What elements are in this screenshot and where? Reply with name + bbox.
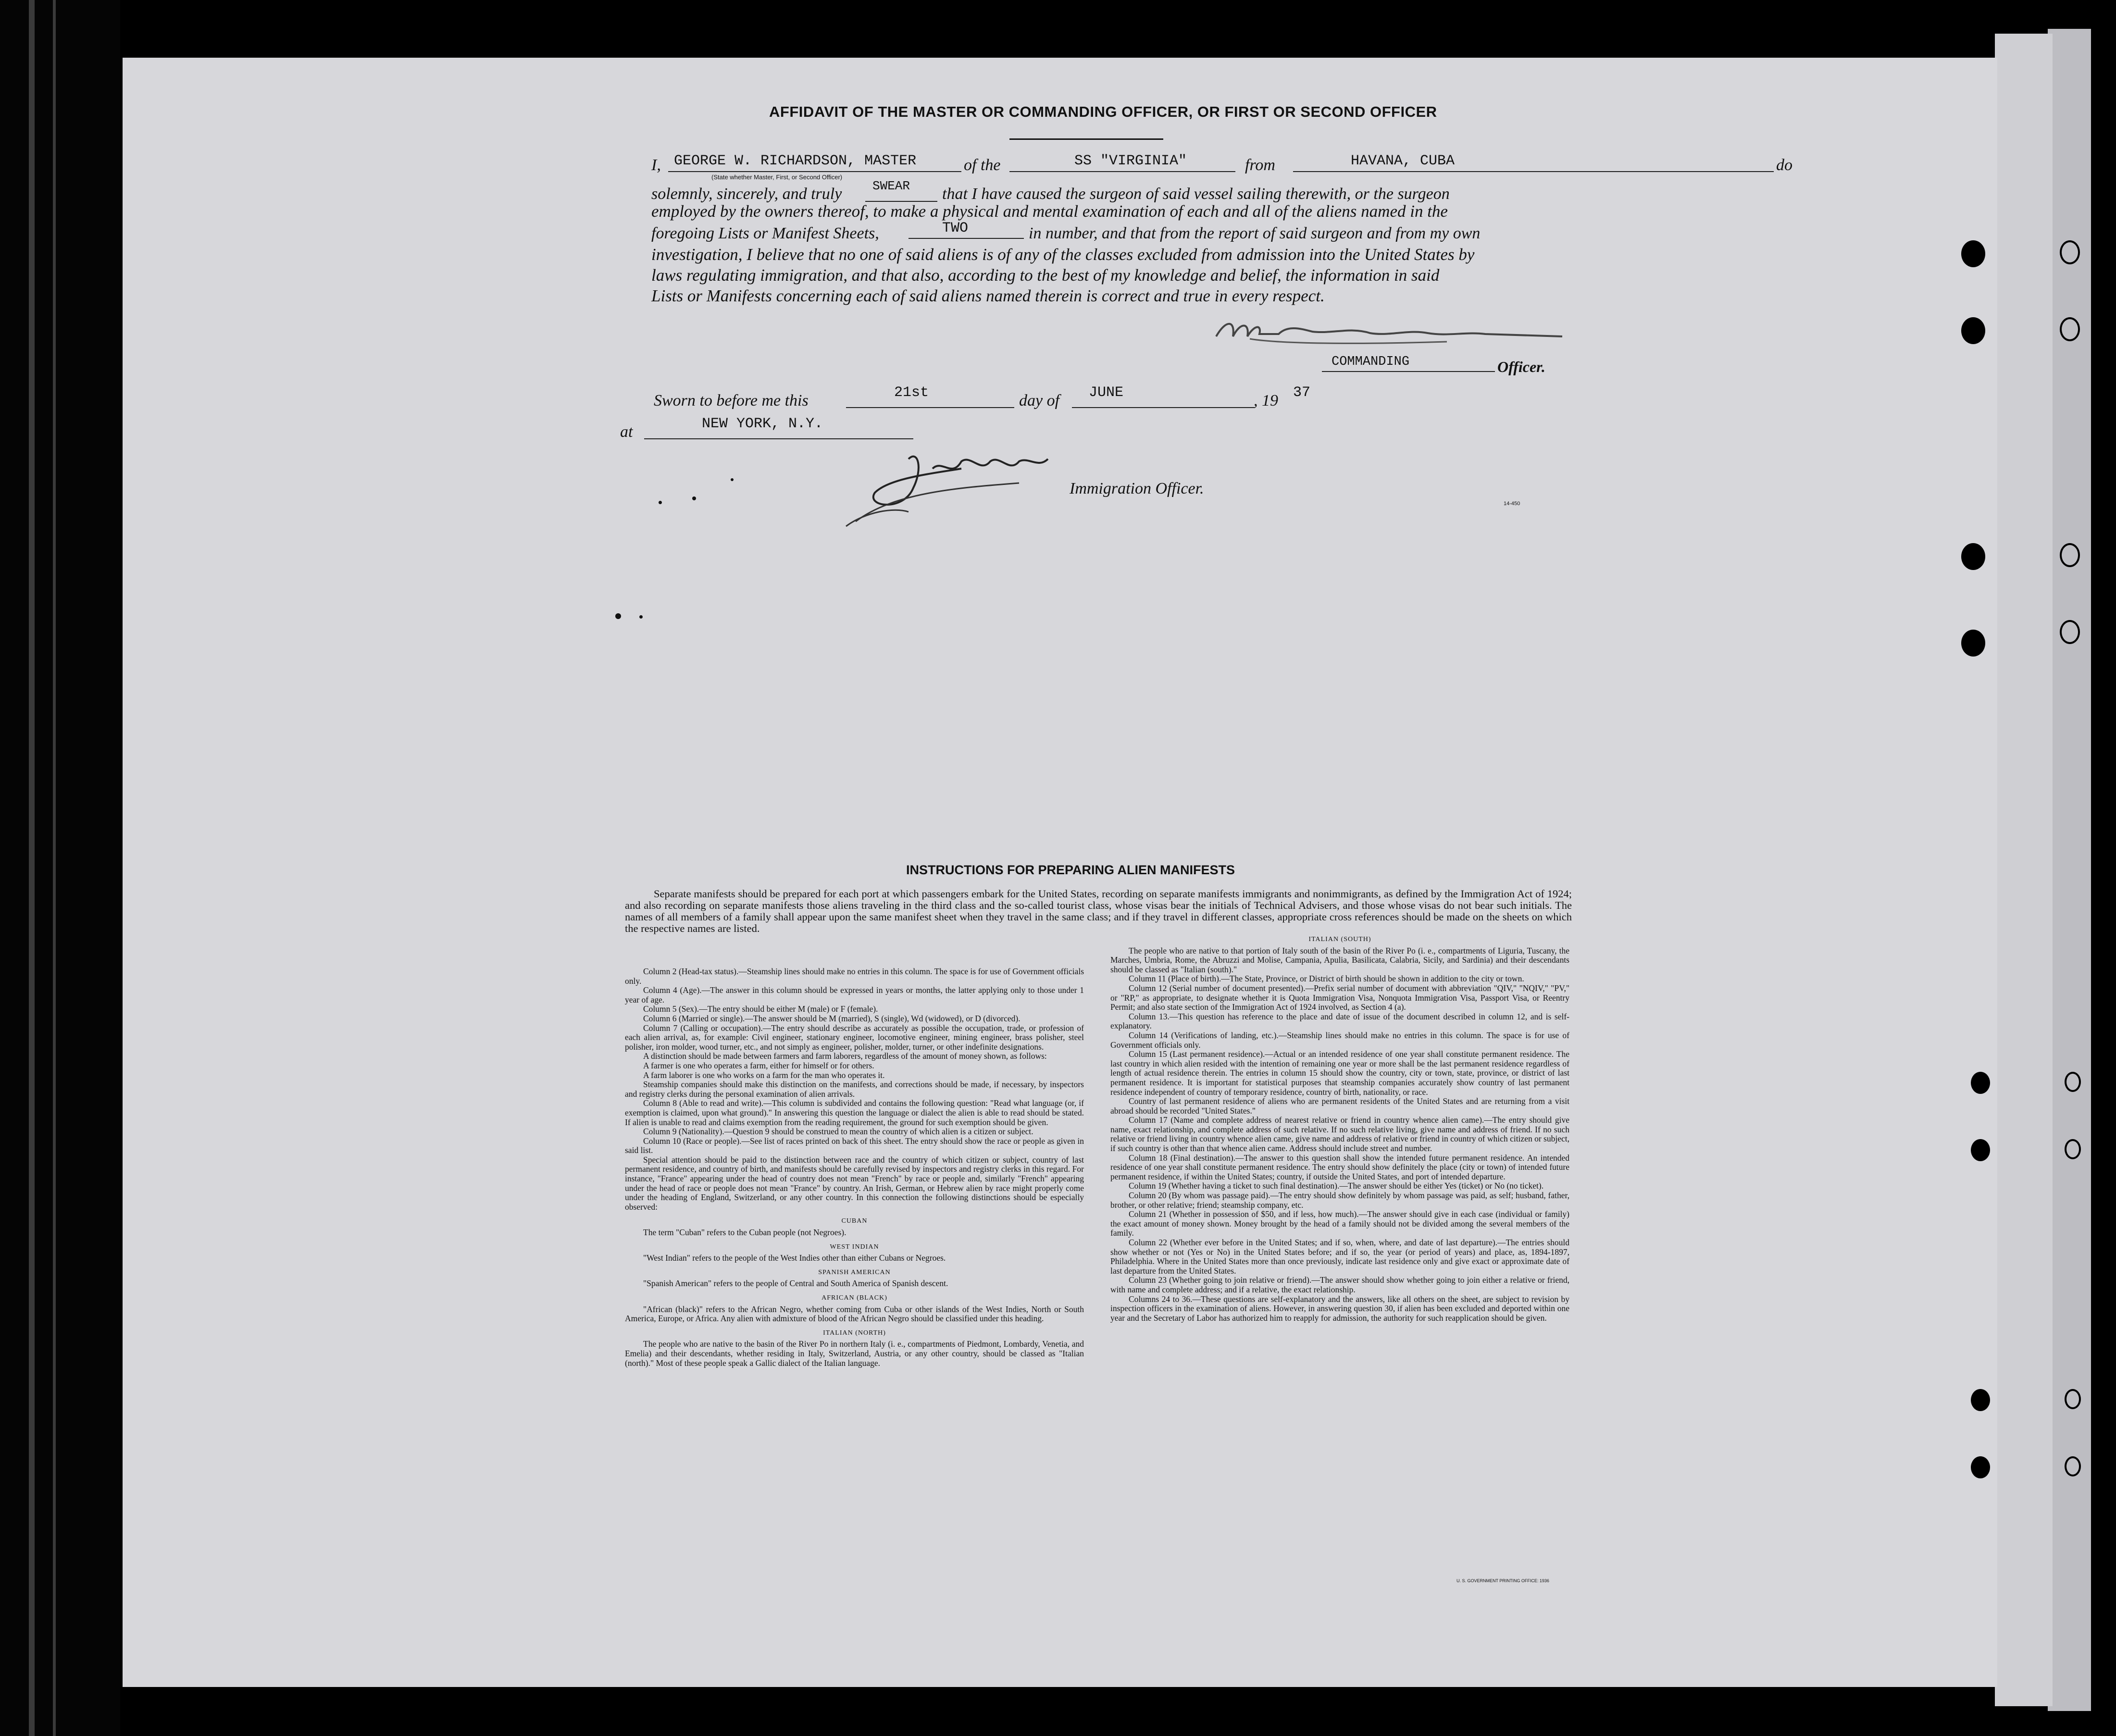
cuban-heading: CUBAN <box>841 1217 868 1225</box>
instruction-paragraph: Steamship companies should make this distinction on the manifests, and corrections should be made, if necessary, by inspectors and registry clerks during the personal examination of alien arrivals. <box>625 1079 1084 1099</box>
scan-stripe <box>53 0 56 1736</box>
african-heading: AFRICAN (BLACK) <box>822 1294 887 1302</box>
immigration-officer-signature <box>836 440 1106 536</box>
day-underline <box>846 407 1014 408</box>
do-text: do <box>1776 156 1792 174</box>
officer-label: Officer. <box>1497 358 1545 375</box>
ink-speck <box>692 496 696 500</box>
spanish-american-text: "Spanish American" refers to the people of Central and South America of Spanish descent. <box>643 1278 948 1289</box>
binder-hole <box>1971 1072 1990 1094</box>
affidavit-i: I, <box>651 156 661 174</box>
affidavit-line2a: solemnly, sincerely, and truly <box>651 185 842 203</box>
instruction-paragraph: Column 14 (Verifications of landing, etc.).—Steamship lines should make no entries in this column. The space is for use of Government officials only. <box>1110 1030 1569 1050</box>
instruction-paragraph: Special attention should be paid to the distinction between race and the country of which citizen or subject, country of last permanent residence, and country of birth, and manifests should be carefully revised by inspectors and registry clerks in this regard. For instance, "France" appearing under the head of country does not mean "French" by race or people and, similarly "French" appearing under the head of race or people does not mean "France" by country. An Irish, German, or Hebrew alien by race might properly come under the heading of England, Switzerland, or any other country. In this connection the following distinctions should be especially observed: <box>625 1154 1084 1212</box>
affidavit-line4b: in number, and that from the report of said surgeon and from my own <box>1029 224 1481 242</box>
place-field: NEW YORK, N.Y. <box>702 416 823 432</box>
binder-hole <box>1971 1139 1990 1161</box>
instruction-paragraph: Column 19 (Whether having a ticket to such final destination).—The answer should be either Yes (ticket) or No (no ticket). <box>1129 1181 1544 1191</box>
state-whether-note: (State whether Master, First, or Second Officer) <box>711 174 843 181</box>
oath-field: SWEAR <box>872 179 910 193</box>
year-prefix: , 19 <box>1254 392 1278 409</box>
ink-speck <box>639 615 643 619</box>
sheets-underline <box>909 238 1024 239</box>
scan-left-edge <box>0 0 120 1736</box>
of-the-text: of the <box>964 156 1001 174</box>
affidavit-line3: employed by the owners thereof, to make a physical and mental examination of each and all of the aliens named in the <box>651 202 1448 221</box>
affidavit-line5: investigation, I believe that no one of said aliens is of any of the classes excluded from admission into the United States by <box>651 245 1475 264</box>
instruction-paragraph: Column 2 (Head-tax status).—Steamship lines should make no entries in this column. The space is for use of Government officials only. <box>625 967 1084 986</box>
binder-hole <box>2065 1139 2081 1159</box>
italian-south-heading: ITALIAN (SOUTH) <box>1308 936 1371 943</box>
vessel-underline <box>1009 171 1235 172</box>
binder-hole <box>2060 620 2080 644</box>
spanish-american-heading: SPANISH AMERICAN <box>818 1268 891 1276</box>
instruction-paragraph: Column 13.—This question has reference to the place and date of issue of the document described in column 12, and is self-explanatory. <box>1110 1011 1569 1031</box>
sworn-text: Sworn to before me this <box>654 392 809 409</box>
binder-hole <box>1961 543 1985 570</box>
instruction-paragraph: Column 21 (Whether in possession of $50, and if less, how much).—The answer should give in each case (individual or family) the exact amount of money shown. Money brought by the head of a family should not be divided among the several members of the family. <box>1110 1209 1569 1238</box>
instruction-paragraph: Column 5 (Sex).—The entry should be either M (male) or F (female). <box>643 1004 878 1014</box>
binder-hole <box>1971 1456 1990 1478</box>
italian-north-heading: ITALIAN (NORTH) <box>823 1329 886 1337</box>
scan-stripe <box>29 0 35 1736</box>
instruction-paragraph: Column 17 (Name and complete address of nearest relative or friend in country whence alien came).—The entry should give name, exact relationship, and complete address of such relative. If no such relative living, give name and address of friend. If no such relative or friend living in country whence alien came, give name and address of relative or friend in country of which citizen or subject, if such country is other than that whence alien came. Address should include street and number. <box>1110 1115 1569 1153</box>
instruction-paragraph: Column 6 (Married or single).—The answer should be M (married), S (single), Wd (widowed), or D (divorced). <box>643 1013 1021 1023</box>
ink-speck <box>731 478 734 481</box>
binder-hole <box>2060 543 2080 567</box>
instructions-left-column <box>625 967 1084 1368</box>
binder-hole <box>1961 240 1985 267</box>
vessel-field: SS "VIRGINIA" <box>1074 153 1187 169</box>
instruction-paragraph: Country of last permanent residence of aliens who are permanent residents of the United States and are returning from a visit abroad should be recorded "United States." <box>1110 1096 1569 1116</box>
master-name-field: GEORGE W. RICHARDSON, MASTER <box>674 153 917 169</box>
rank-underline <box>1322 371 1495 372</box>
instruction-paragraph: Column 9 (Nationality).—Question 9 should be construed to mean the country of which alien is a citizen or subject. <box>643 1127 1033 1137</box>
instruction-paragraph: Column 8 (Able to read and write).—This column is subdivided and contains the following question: "Read what language (or, if exemption is claimed, upon what ground)." In answering this question the language or dialect the alien is able to read should be stated. If alien is unable to read and claims exemption from the reading requirement, the ground for such exemption should be given. <box>625 1098 1084 1127</box>
west-indian-text: "West Indian" refers to the people of the West Indies other than either Cubans or Negroes. <box>643 1253 946 1263</box>
form-number: 14-450 <box>1504 501 1520 507</box>
instruction-paragraph: Column 18 (Final destination).—The answer to this question shall show the intended future permanent residence. An intended residence of one year shall constitute permanent residence. The entry should show definitely the place (city or town) of intended future permanent residence, if within the United States; country, if outside the United States, and port of intended departure. <box>1110 1153 1569 1181</box>
instruction-paragraph: Column 7 (Calling or occupation).—The entry should describe as accurately as possible the occupation, trade, or profession of each alien arrival, as, for example: Civil engineer, stationary engineer, locomotive engineer, mining engineer, brass polisher, steel polisher, iron molder, wood turner, etc., and not simply as engineer, polisher, molder, turner, or other indefinite designations. <box>625 1023 1084 1052</box>
instruction-paragraph: Column 23 (Whether going to join relative or friend).—The answer should show whether going to join either a relative or friend, with name and complete address; and if a relative, the exact relationship. <box>1110 1275 1569 1294</box>
instruction-paragraph: Column 15 (Last permanent residence).—Actual or an intended residence of one year shall constitute permanent residence. The last country in which alien resided with the intention of remaining one year or more shall be the last permanent residence regardless of length of actual residence therein. The entries in column 15 should show the country, city or town, state, province, or district of last permanent residence. It is important for statistical purposes that steamship companies accurately show country of last permanent residence independent of country of temporary residence, country of birth, nationality, or race. <box>1110 1049 1569 1097</box>
binder-hole <box>2065 1456 2081 1476</box>
binder-hole <box>2060 240 2080 264</box>
sheets-field: TWO <box>942 220 969 236</box>
place-underline <box>644 438 913 439</box>
instruction-paragraph: Column 10 (Race or people).—See list of races printed on back of this sheet. The entry should show the race or people as given in said list. <box>625 1136 1084 1155</box>
port-underline <box>1293 171 1774 172</box>
at-text: at <box>620 423 633 441</box>
instruction-paragraph: A farm laborer is one who works on a farm for the man who operates it. <box>643 1070 885 1080</box>
instructions-right-column <box>1110 930 1569 1323</box>
month-underline <box>1072 407 1255 408</box>
instruction-paragraph: Column 4 (Age).—The answer in this column should be expressed in years or months, the latter applying only to those under 1 year of age. <box>625 985 1084 1004</box>
month-field: JUNE <box>1089 384 1124 401</box>
instruction-paragraph: Column 20 (By whom was passage paid).—The entry should show definitely by whom passage was paid, as self; husband, father, brother, or other relative; friend; steamship company, etc. <box>1110 1190 1569 1210</box>
instructions-title: INSTRUCTIONS FOR PREPARING ALIEN MANIFESTS <box>906 863 1235 877</box>
instructions-intro: Separate manifests should be prepared for each port at which passengers embark for the United States, recording on separate manifests immigrants and nonimmigrants, as defined by the Immigration Act of 1924; and also recording on separate manifests those aliens traveling in the third class and the so-called tourist class, whose visas bear the initials of Technical Advisers, and those whose visas do not bear such initials. The names of all members of a family shall appear upon the same manifest sheet when they travel in the same class; and if they travel in different classes, appropriate cross references should be made on the sheets on which the respective names are listed. <box>625 888 1572 934</box>
ink-speck <box>659 501 662 504</box>
african-text: "African (black)" refers to the African Negro, whether coming from Cuba or other islands of the West Indies, North or South America, Europe, or Africa. Any alien with admixture of blood of the African Negro should be classified under this heading. <box>625 1304 1084 1324</box>
instruction-paragraph: The people who are native to that portion of Italy south of the basin of the River Po (i. e., compartments of Liguria, Tuscany, the Marches, Umbria, Rome, the Abruzzi and Molise, Campania, Apulia, Basilicata, Calabria, Sicily, and Sardinia) and their descendants should be classed as "Italian (south)." <box>1110 945 1569 974</box>
binder-hole <box>2065 1389 2081 1409</box>
day-field: 21st <box>894 384 929 401</box>
from-text: from <box>1245 156 1275 174</box>
instruction-paragraph: Column 22 (Whether ever before in the United States; and if so, when, where, and date of last departure).—The entries should show whether or not (Yes or No) in the United States before; and if so, the year (or period of years) and place, as, 1894-1897, Philadelphia. Where in the United States more than once previously, indicate last residence only and give exact or approximate date of last departure from the United States. <box>1110 1238 1569 1276</box>
instruction-paragraph: Columns 24 to 36.—These questions are self-explanatory and the answers, like all others on the sheet, are subject to revision by inspection officers in the examination of aliens. However, in answering question 30, if alien has been excluded and deported within one year and the Secretary of Labor has authorized him to reapply for admission, the authority for such reapplication should be given. <box>1110 1294 1569 1323</box>
page-edge <box>1995 34 2053 1706</box>
day-of-text: day of <box>1019 392 1060 409</box>
binder-hole <box>1961 317 1985 344</box>
affidavit-line7: Lists or Manifests concerning each of said aliens named therein is correct and true in every respect. <box>651 286 1325 305</box>
west-indian-heading: WEST INDIAN <box>830 1243 879 1251</box>
rank-field: COMMANDING <box>1332 355 1410 369</box>
printer-imprint: U. S. GOVERNMENT PRINTING OFFICE: 1936 <box>1456 1578 1549 1583</box>
instruction-paragraph: Column 11 (Place of birth).—The State, Province, or District of birth should be shown in addition to the city or town. <box>1129 974 1524 984</box>
italian-north-text: The people who are native to the basin of the River Po in northern Italy (i. e., compartments of Piedmont, Lombardy, Venetia, and Emelia) and their descendants, whether residing in Italy, Switzerland, Austria, or any other country, should be classed as "Italian (north)." Most of these people speak a Gallic dialect of the Italian language. <box>625 1339 1084 1368</box>
instruction-paragraph: Column 12 (Serial number of document presented).—Prefix serial number of document with abbreviation "QIV," "NQIV," "PV," or "RP," as appropriate, to designate whether it is Quota Immigration Visa, Nonquota Immigration Visa, Passport Visa, or Reentry Permit; and also state section of the Immigration Act of 1924 involved, as Section 4 (a). <box>1110 983 1569 1012</box>
title-rule <box>1009 138 1163 140</box>
instruction-paragraph: A farmer is one who operates a farm, either for himself or for others. <box>643 1060 874 1070</box>
affidavit-line4a: foregoing Lists or Manifest Sheets, <box>651 224 879 242</box>
ink-speck <box>615 613 621 619</box>
affidavit-title: AFFIDAVIT OF THE MASTER OR COMMANDING OFFICER, OR FIRST OR SECOND OFFICER <box>769 103 1437 120</box>
year-field: 37 <box>1293 384 1311 401</box>
binder-hole <box>2060 317 2080 341</box>
cuban-text: The term "Cuban" refers to the Cuban people (not Negroes). <box>643 1228 846 1238</box>
binder-hole <box>1971 1389 1990 1411</box>
port-field: HAVANA, CUBA <box>1351 153 1455 169</box>
affidavit-line2b: that I have caused the surgeon of said vessel sailing therewith, or the surgeon <box>942 185 1450 203</box>
master-signature <box>1207 310 1572 353</box>
affidavit-line6: laws regulating immigration, and that also, according to the best of my knowledge and belief, the information in said <box>651 266 1440 285</box>
instruction-paragraph: A distinction should be made between farmers and farm laborers, regardless of the amount of money shown, as follows: <box>643 1051 1047 1061</box>
immigration-officer-label: Immigration Officer. <box>1070 480 1204 497</box>
binder-hole <box>1961 630 1985 657</box>
binder-hole <box>2065 1072 2081 1092</box>
name-underline <box>668 171 961 172</box>
